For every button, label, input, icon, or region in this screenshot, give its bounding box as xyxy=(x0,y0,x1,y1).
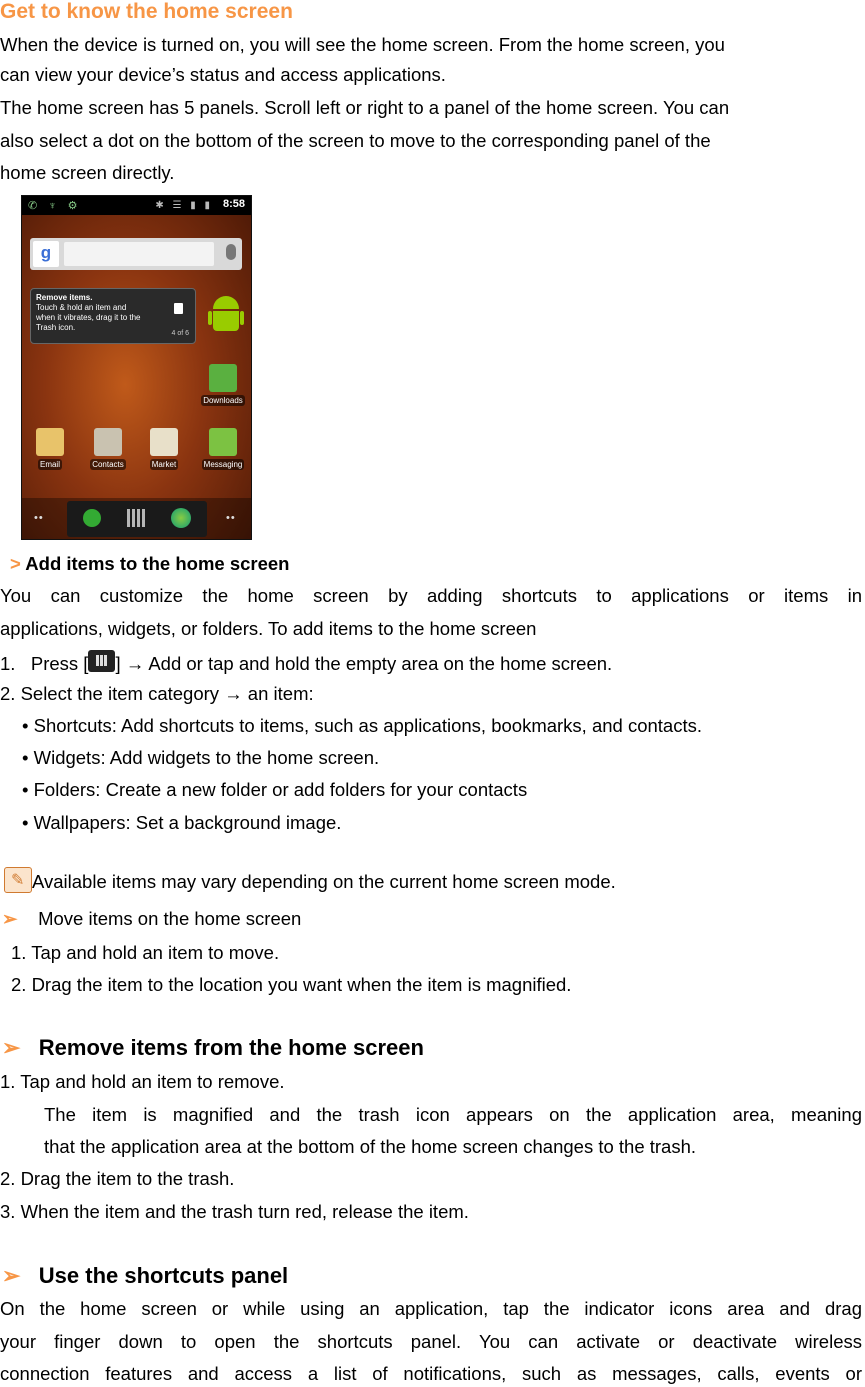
messaging-app: Messaging xyxy=(198,428,248,470)
panel-dots-right: •• xyxy=(226,512,236,524)
intro-line: also select a dot on the bottom of the screen to move to the corresponding panel of the xyxy=(0,130,711,151)
email-icon xyxy=(36,428,64,456)
add-items-para-line: applications, widgets, or folders. To add items to the home screen xyxy=(0,618,537,639)
browser-icon xyxy=(171,508,191,528)
add-items-step-1: 1. Press [ ] → Add or tap and hold the empty area on the home screen. xyxy=(0,650,612,676)
status-icons: ✱ ☰ ▮ ▮ xyxy=(155,200,213,211)
add-items-step-2: 2. Select the item category → an item: xyxy=(0,683,314,704)
phone-icon xyxy=(83,509,101,527)
page-title: Get to know the home screen xyxy=(0,0,293,23)
dock xyxy=(22,498,251,539)
heading-marker: ➢ xyxy=(2,1035,21,1060)
menu-key-icon xyxy=(88,650,115,672)
notification-icons: ✆ ♆ ⚙ xyxy=(28,200,82,212)
android-icon xyxy=(208,296,244,336)
clock: 8:58 xyxy=(222,198,245,210)
intro-line: can view your device’s status and access applications. xyxy=(0,64,446,85)
shortcuts-heading: ➢ Use the shortcuts panel xyxy=(2,1263,289,1288)
home-screen-screenshot xyxy=(21,195,252,540)
move-step: 1. Tap and hold an item to move. xyxy=(11,942,280,963)
remove-step-detail: The item is magnified and the trash icon appears on the application area, meaning xyxy=(44,1104,862,1125)
remove-step-detail: that the application area at the bottom of the home screen changes to the trash. xyxy=(44,1136,697,1157)
remove-step-2: 2. Drag the item to the trash. xyxy=(0,1168,235,1189)
contacts-app: Contacts xyxy=(86,428,130,470)
heading-marker: ➢ xyxy=(2,1263,21,1288)
intro-line: When the device is turned on, you will see the home screen. From the home screen, you xyxy=(0,34,725,55)
remove-step-1: 1. Tap and hold an item to remove. xyxy=(0,1071,285,1092)
intro-line: The home screen has 5 panels. Scroll left or right to a panel of the home screen. You can xyxy=(0,97,730,118)
app-drawer-icon xyxy=(127,509,145,527)
move-items-heading: ➢ Move items on the home screen xyxy=(2,908,302,929)
bullet-item: • Wallpapers: Set a background image. xyxy=(22,812,342,833)
heading-marker: ➢ xyxy=(2,908,18,929)
tooltip-title: Remove items. xyxy=(36,293,93,302)
tooltip-line: Touch & hold an item and xyxy=(36,303,127,312)
google-icon: g xyxy=(33,241,59,267)
email-app: Email xyxy=(30,428,70,470)
trash-icon xyxy=(174,303,183,314)
microphone-icon xyxy=(226,244,236,260)
bullet-item: • Folders: Create a new folder or add folders for your contacts xyxy=(22,779,528,800)
remove-items-heading: ➢ Remove items from the home screen xyxy=(2,1035,424,1060)
shortcuts-para-line: connection features and access a list of notifications, such as messages, calls, events or xyxy=(0,1363,862,1384)
google-search-widget xyxy=(30,238,242,270)
remove-items-tooltip xyxy=(30,288,196,344)
remove-step-3: 3. When the item and the trash turn red, release the item. xyxy=(0,1201,469,1222)
market-icon xyxy=(150,428,178,456)
shortcuts-para-line: On the home screen or while using an application, tap the indicator icons area and drag xyxy=(0,1298,862,1319)
intro-line: home screen directly. xyxy=(0,162,175,183)
bullet-item: • Widgets: Add widgets to the home screen. xyxy=(22,747,380,768)
note-icon xyxy=(4,867,32,893)
panel-dots-left: •• xyxy=(34,512,44,524)
tooltip-line: Trash icon. xyxy=(36,323,76,332)
market-app: Market xyxy=(144,428,184,470)
heading-marker: > xyxy=(10,553,21,574)
tooltip-pager: 4 of 6 xyxy=(171,330,189,337)
tooltip-line: when it vibrates, drag it to the xyxy=(36,313,141,322)
add-items-para-line: You can customize the home screen by adding shortcuts to applications or items in xyxy=(0,585,862,606)
bullet-item: • Shortcuts: Add shortcuts to items, such as applications, bookmarks, and contacts. xyxy=(22,715,703,736)
add-items-heading: > Add items to the home screen xyxy=(10,553,290,574)
search-field xyxy=(64,242,214,266)
move-step: 2. Drag the item to the location you want when the item is magnified. xyxy=(11,974,572,995)
contacts-icon xyxy=(94,428,122,456)
note: ✎Available items may vary depending on the current home screen mode. xyxy=(4,867,616,894)
status-bar xyxy=(22,196,251,215)
download-icon xyxy=(209,364,237,392)
shortcuts-para-line: your finger down to open the shortcuts panel. You can activate or deactivate wireless xyxy=(0,1331,862,1352)
messaging-icon xyxy=(209,428,237,456)
downloads-app: Downloads xyxy=(200,364,246,406)
